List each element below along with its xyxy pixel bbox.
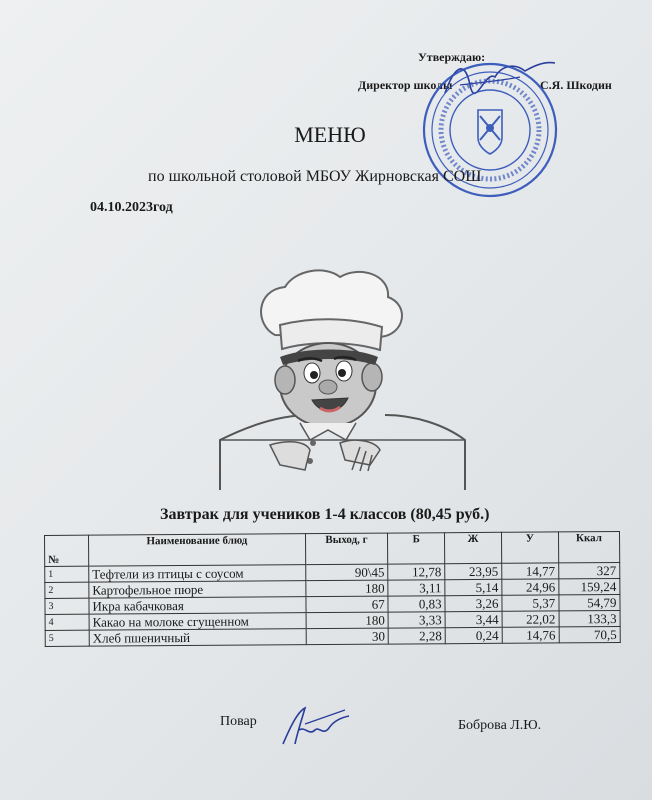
dish-kcal: 133,3 <box>559 610 620 626</box>
chef-illustration <box>210 265 475 490</box>
dish-kcal: 54,79 <box>559 594 620 610</box>
table-row <box>45 626 620 646</box>
dish-name: Какао на молоке сгущенном <box>89 613 306 631</box>
dish-name: Тефтели из птицы с соусом <box>89 565 306 583</box>
dish-carbs: 22,02 <box>502 611 559 627</box>
dish-name: Икра кабачковая <box>89 597 306 615</box>
dish-fat: 3,26 <box>445 595 502 611</box>
dish-protein: 0,83 <box>388 596 445 612</box>
dish-fat: 5,14 <box>445 579 502 595</box>
menu-date: 04.10.2023год <box>90 200 173 215</box>
dish-name: Хлеб пшеничный <box>89 629 306 647</box>
dish-yield: 67 <box>306 596 389 613</box>
col-header-dish: Наименование блюд <box>88 534 305 567</box>
dish-yield: 30 <box>306 628 389 645</box>
meal-title: Завтрак для учеников 1-4 классов (80,45 руб.) <box>160 506 490 523</box>
menu-table <box>44 531 621 647</box>
director-name: С.Я. Шкодин <box>540 78 612 92</box>
cook-signature <box>275 700 355 750</box>
table-header-row <box>45 531 620 566</box>
row-number: 2 <box>45 582 89 598</box>
dish-protein: 3,11 <box>388 580 445 596</box>
dish-name: Картофельное пюре <box>89 581 306 599</box>
page-subtitle: по школьной столовой МБОУ Жирновская СОШ <box>148 168 482 185</box>
dish-carbs: 14,76 <box>502 627 559 643</box>
dish-kcal: 159,24 <box>559 578 620 594</box>
dish-yield: 90\45 <box>305 564 388 581</box>
col-header-yield: Выход, г <box>305 533 388 565</box>
col-header-kcal: Ккал <box>558 531 619 562</box>
col-header-protein: Б <box>388 533 445 564</box>
cook-name: Боброва Л.Ю. <box>458 718 542 733</box>
cook-label: Повар <box>220 714 257 729</box>
dish-fat: 23,95 <box>445 563 502 579</box>
approval-label: Утверждаю: <box>418 50 486 64</box>
dish-yield: 180 <box>305 580 388 597</box>
dish-protein: 12,78 <box>388 564 445 580</box>
dish-fat: 0,24 <box>445 627 502 643</box>
col-header-carbs: У <box>501 532 558 563</box>
dish-kcal: 327 <box>558 562 619 578</box>
dish-protein: 2,28 <box>388 628 445 644</box>
dish-carbs: 5,37 <box>502 595 559 611</box>
dish-kcal: 70,5 <box>559 626 620 642</box>
dish-carbs: 24,96 <box>502 579 559 595</box>
col-header-number: № <box>45 535 89 566</box>
row-number: 3 <box>45 598 89 614</box>
page-title: МЕНЮ <box>294 122 366 147</box>
row-number: 5 <box>45 630 89 646</box>
dish-fat: 3,44 <box>445 611 502 627</box>
dish-protein: 3,33 <box>388 612 445 628</box>
director-label: Директор школы <box>358 78 453 92</box>
row-number: 4 <box>45 614 89 630</box>
col-header-fat: Ж <box>445 532 502 563</box>
row-number: 1 <box>45 566 89 582</box>
dish-yield: 180 <box>306 612 389 629</box>
dish-carbs: 14,77 <box>502 563 559 579</box>
